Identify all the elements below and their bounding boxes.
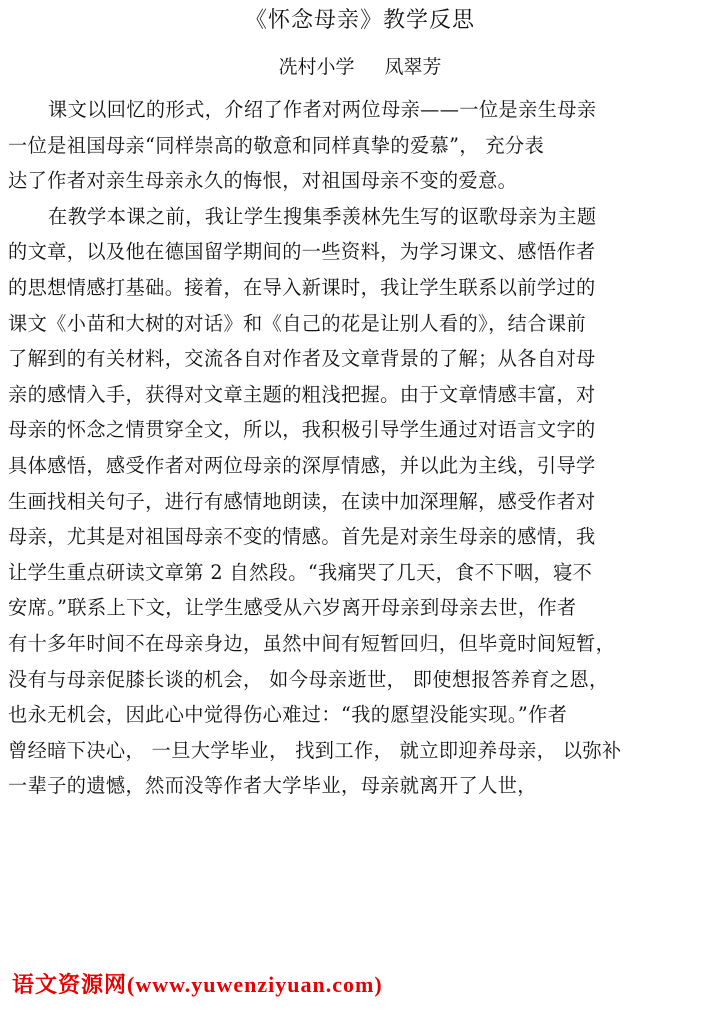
text-line: 亲的感情入手，获得对文章主题的粗浅把握。由于文章情感丰富，对 <box>8 382 596 406</box>
text-line: 生画找相关句子，进行有感情地朗读，在读中加深理解，感受作者对 <box>8 489 596 513</box>
text-line: 的思想情感打基础。接着，在导入新课时，我让学生联系以前学过的 <box>8 275 596 299</box>
text-line: 安席。”联系上下文，让学生感受从六岁离开母亲到母亲去世，作者 <box>8 596 577 620</box>
text-line: 有十多年时间不在母亲身边，虽然中间有短暂回归，但毕竟时间短暂， <box>8 631 616 655</box>
text-line: 在教学本课之前，我让学生搜集季羡林先生写的讴歌母亲为主题 <box>48 204 597 228</box>
page-title: 《怀念母亲》教学反思 <box>244 8 475 33</box>
school-name: 冼村小学 <box>278 56 355 78</box>
document-body <box>8 92 714 804</box>
text-line: 母亲，尤其是对祖国母亲不变的情感。首先是对亲生母亲的感情，我 <box>8 525 596 549</box>
author-line <box>0 52 720 82</box>
author-name: 凤翠芳 <box>384 56 442 78</box>
text-line: 一辈子的遗憾，然而没等作者大学毕业，母亲就离开了人世， <box>8 774 537 798</box>
text-line: 曾经暗下决心， 一旦大学毕业， 找到工作， 就立即迎养母亲， 以弥补 <box>8 738 622 762</box>
text-line: 了解到的有关材料，交流各自对作者及文章背景的了解；从各自对母 <box>8 347 596 371</box>
text-line: 也永无机会，因此心中觉得伤心难过：“我的愿望没能实现。”作者 <box>8 703 568 727</box>
text-line: 让学生重点研读文章第 2 自然段。“我痛哭了几天，食不下咽，寝不 <box>8 560 593 584</box>
text-line: 达了作者对亲生母亲永久的悔恨，对祖国母亲不变的爱意。 <box>8 169 518 193</box>
text-line: 母亲的怀念之情贯穿全文，所以，我积极引导学生通过对语言文字的 <box>8 418 596 442</box>
text-line: 没有与母亲促膝长谈的机会， 如今母亲逝世， 即使想报答养育之恩， <box>8 667 609 691</box>
text-line: 一位是祖国母亲“同样崇高的敬意和同样真挚的爱慕”， 充分表 <box>8 133 545 157</box>
text-line: 具体感悟，感受作者对两位母亲的深厚情感，并以此为主线，引导学 <box>8 453 596 477</box>
site-watermark: 语文资源网(www.yuwenziyuan.com) <box>12 972 383 997</box>
text-line: 课文《小苗和大树的对话》和《自己的花是让别人看的》，结合课前 <box>8 311 587 335</box>
text-line: 的文章，以及他在德国留学期间的一些资料，为学习课文、感悟作者 <box>8 240 596 264</box>
text-line: 课文以回忆的形式，介绍了作者对两位母亲——一位是亲生母亲 <box>48 98 597 121</box>
